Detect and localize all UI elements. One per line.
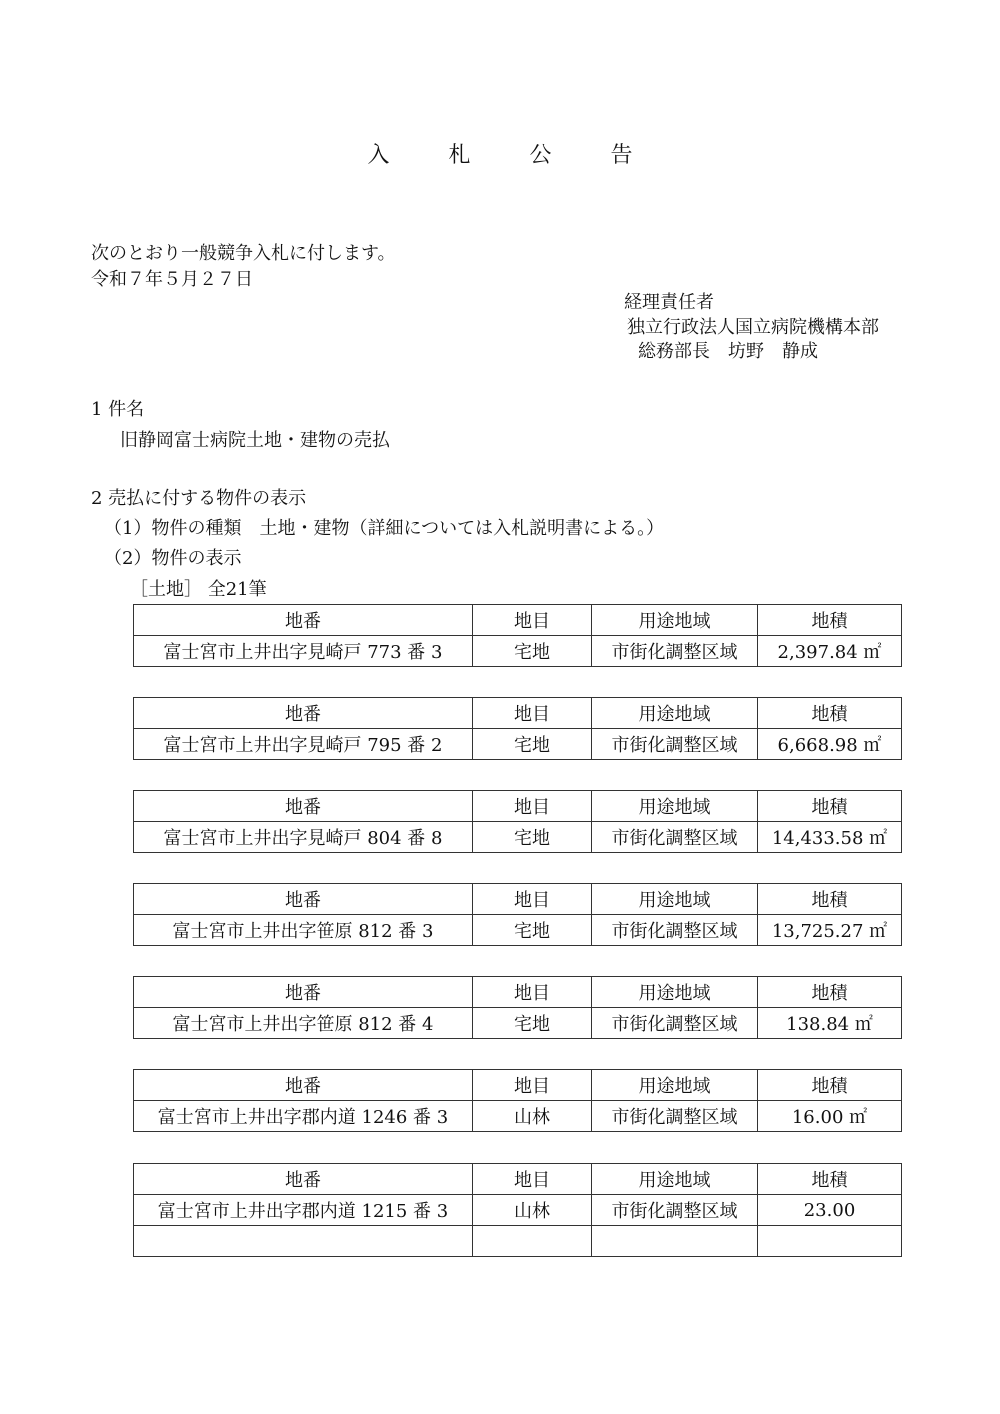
table-row [134,1101,902,1132]
cell-category: 宅地 [473,729,592,760]
header-area: 地積 [758,884,902,915]
cell-lot: 富士宮市上井出字笹原 812 番 4 [134,1008,473,1039]
area-value: 13,725.27 [771,921,864,942]
intro-text: 次のとおり一般競争入札に付します。 [91,243,396,264]
area-unit: ㎡ [843,1107,868,1128]
cell-area [758,1195,902,1226]
cell-area [758,1226,902,1257]
cell-area [758,915,902,946]
header-lot: 地番 [134,605,473,636]
notice-title: 入 札 公 告 [367,143,659,168]
header-category: 地目 [473,1070,592,1101]
cell-lot: 富士宮市上井出字見崎戸 804 番 8 [134,822,473,853]
cell-zone: 市街化調整区域 [592,636,758,667]
header-area: 地積 [758,1164,902,1195]
section2-heading: 2 売払に付する物件の表示 [91,488,307,509]
cell-zone: 市街化調整区域 [592,822,758,853]
header-lot: 地番 [134,977,473,1008]
area-unit: ㎡ [857,642,882,663]
cell-lot: 富士宮市上井出字見崎戸 795 番 2 [134,729,473,760]
area-value: 23.00 [803,1199,856,1221]
header-area: 地積 [758,605,902,636]
cell-category [473,1226,592,1257]
cell-zone [592,1226,758,1257]
table-row [134,729,902,760]
cell-lot: 富士宮市上井出字郡内道 1246 番 3 [134,1101,473,1132]
header-zone: 用途地域 [592,791,758,822]
header-area: 地積 [758,977,902,1008]
header-zone: 用途地域 [592,884,758,915]
table-header-row [134,698,902,729]
cell-lot: 富士宮市上井出字見崎戸 773 番 3 [134,636,473,667]
header-category: 地目 [473,605,592,636]
area-value: 6,668.98 [777,735,858,756]
cell-area [758,1008,902,1039]
cell-zone: 市街化調整区域 [592,915,758,946]
table-row [134,1226,902,1257]
cell-area [758,1101,902,1132]
header-lot: 地番 [134,698,473,729]
header-lot: 地番 [134,884,473,915]
table-header-row [134,1164,902,1195]
table-row [134,1195,902,1226]
issuer-role: 経理責任者 [624,292,714,313]
header-category: 地目 [473,791,592,822]
issuer-org: 独立行政法人国立病院機構本部 [627,317,879,338]
area-value: 2,397.84 [777,642,858,663]
header-zone: 用途地域 [592,1070,758,1101]
cell-category: 宅地 [473,822,592,853]
land-table [133,790,902,853]
cell-lot [134,1226,473,1257]
cell-lot: 富士宮市上井出字笹原 812 番 3 [134,915,473,946]
area-value: 16.00 [791,1107,844,1128]
section1-heading: 1 件名 [91,399,145,420]
cell-zone: 市街化調整区域 [592,1008,758,1039]
table-row [134,915,902,946]
area-unit: ㎡ [863,828,888,849]
table-header-row [134,1070,902,1101]
cell-category: 宅地 [473,1008,592,1039]
area-unit: ㎡ [857,735,882,756]
land-table [133,1069,902,1132]
header-category: 地目 [473,884,592,915]
land-table [133,976,902,1039]
land-table [133,697,902,760]
area-value: 138.84 [786,1014,850,1035]
land-table [133,1163,902,1257]
header-category: 地目 [473,977,592,1008]
header-zone: 用途地域 [592,1164,758,1195]
section2-item2: （2）物件の表示 [104,548,242,569]
cell-area [758,822,902,853]
cell-category: 宅地 [473,636,592,667]
cell-zone: 市街化調整区域 [592,1101,758,1132]
section2-item1: （1）物件の種類 土地・建物（詳細については入札説明書による。） [104,518,665,539]
land-table [133,883,902,946]
header-area: 地積 [758,1070,902,1101]
section1-body: 旧静岡富士病院土地・建物の売払 [120,430,390,451]
area-unit: ㎡ [863,921,888,942]
cell-area [758,636,902,667]
notice-date: 令和７年５月２７日 [91,269,253,290]
header-zone: 用途地域 [592,605,758,636]
table-row [134,822,902,853]
area-unit: ㎡ [849,1014,873,1035]
header-zone: 用途地域 [592,977,758,1008]
table-header-row [134,605,902,636]
table-header-row [134,977,902,1008]
cell-category: 山林 [473,1101,592,1132]
header-category: 地目 [473,1164,592,1195]
cell-category: 山林 [473,1195,592,1226]
header-lot: 地番 [134,791,473,822]
issuer-person: 総務部長 坊野 静成 [638,341,818,362]
table-header-row [134,884,902,915]
table-header-row [134,791,902,822]
area-value: 14,433.58 [771,828,864,849]
header-lot: 地番 [134,1070,473,1101]
header-area: 地積 [758,791,902,822]
cell-zone: 市街化調整区域 [592,1195,758,1226]
land-table [133,604,902,667]
cell-category: 宅地 [473,915,592,946]
table-row [134,1008,902,1039]
land-label: ［土地］ 全21筆 [130,579,267,600]
header-zone: 用途地域 [592,698,758,729]
header-area: 地積 [758,698,902,729]
header-category: 地目 [473,698,592,729]
cell-zone: 市街化調整区域 [592,729,758,760]
cell-lot: 富士宮市上井出字郡内道 1215 番 3 [134,1195,473,1226]
table-row [134,636,902,667]
header-lot: 地番 [134,1164,473,1195]
cell-area [758,729,902,760]
